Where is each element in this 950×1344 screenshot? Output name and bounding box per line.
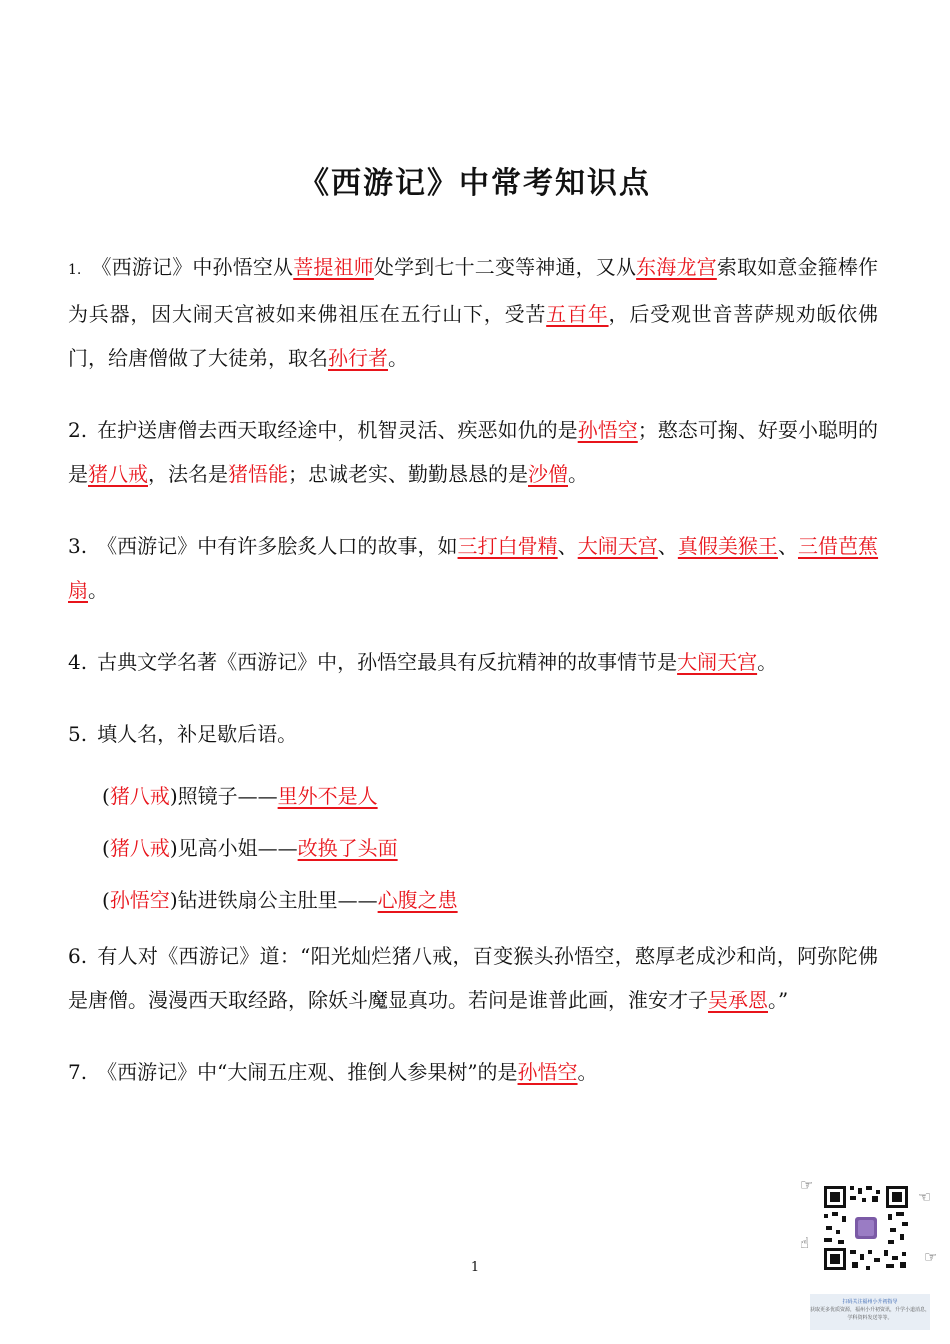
- question-4: [68, 640, 878, 684]
- xiehouyu-item: (猪八戒)照镜子——里外不是人: [102, 784, 378, 808]
- text: 填人名，补足歇后语。: [97, 722, 298, 746]
- answer: 吴承恩: [708, 988, 768, 1012]
- answer-plain: 猪悟能: [228, 462, 288, 486]
- separator: 、: [557, 534, 578, 558]
- pointing-hand-icon: ☞: [924, 1248, 938, 1266]
- text: ；憨态可掬、好耍小聪明的是: [68, 418, 879, 486]
- text: 。”: [768, 988, 789, 1012]
- question-number: 3.: [68, 534, 88, 558]
- answer: 猪八戒: [88, 462, 148, 486]
- question-1: [68, 245, 878, 380]
- question-5: [68, 712, 878, 756]
- text: 《西游记》中孙悟空从: [91, 255, 294, 279]
- question-3: [68, 524, 878, 612]
- separator: 、: [657, 534, 678, 558]
- text: 照镜子——: [177, 784, 278, 808]
- blank-name: 猪八戒: [109, 836, 170, 860]
- answer: 菩提祖师: [293, 255, 374, 279]
- question-2: [68, 408, 878, 496]
- answer: 大闹天宫: [677, 650, 758, 674]
- text: 处学到七十二变等神通，又从: [373, 255, 637, 279]
- answer: 孙悟空: [577, 418, 638, 442]
- question-7: [68, 1050, 878, 1094]
- text: 。: [568, 462, 588, 486]
- page-title: 《西游记》中常考知识点: [299, 166, 651, 201]
- pointing-hand-icon: ☞: [800, 1176, 814, 1194]
- pointing-hand-icon: ☝: [800, 1234, 810, 1252]
- question-number: 7.: [68, 1060, 88, 1084]
- answer: 孙悟空: [517, 1060, 578, 1084]
- question-number: 1.: [68, 262, 82, 278]
- text: 。: [88, 578, 108, 602]
- qr-code-icon[interactable]: [822, 1184, 910, 1272]
- text: ，后受观世音菩萨规劝皈依佛门，给唐僧做了大徒弟，取名: [68, 302, 879, 370]
- question-6: [68, 934, 878, 1022]
- answer: 沙僧: [528, 462, 568, 486]
- answer: 大闹天宫: [577, 534, 658, 558]
- answer: 心腹之患: [377, 888, 458, 912]
- answer: 东海龙宫: [636, 255, 717, 279]
- answer: 孙行者: [328, 346, 388, 370]
- text: 。: [757, 650, 778, 674]
- pointing-hand-icon: ☜: [918, 1188, 932, 1206]
- text: 在护送唐僧去西天取经途中，机智灵活、疾恶如仇的是: [97, 418, 578, 442]
- page-number: 1: [470, 1260, 480, 1275]
- qr-caption: 扫码关注福州小升初指导 获取更多优质资源，福州小升初资讯，升学小道消息，学科资料发送等等。: [810, 1294, 930, 1330]
- text: ；忠诚老实、勤勤恳恳的是: [288, 462, 528, 486]
- text: 钻进铁扇公主肚里——: [177, 888, 378, 912]
- text: 。: [577, 1060, 598, 1084]
- answer: 改换了头面: [297, 836, 398, 860]
- text: 有人对《西游记》道：“阳光灿烂猪八戒，百变猴头孙悟空，憨厚老成沙和尚，阿弥陀佛是唐僧。漫漫西天取经路，除妖斗魔显真功。若问是谁普此画，淮安才子: [68, 944, 878, 1012]
- document-body: [68, 245, 878, 1094]
- answer: 五百年: [546, 302, 609, 326]
- text: 古典文学名著《西游记》中，孙悟空最具有反抗精神的故事情节是: [97, 650, 678, 674]
- qr-code-panel: [800, 1170, 945, 1330]
- xiehouyu-item: (孙悟空)钻进铁扇公主肚里——心腹之患: [102, 888, 458, 912]
- answer: 真假美猴王: [677, 534, 778, 558]
- blank-name: 孙悟空: [109, 888, 170, 912]
- text: ，法名是: [148, 462, 228, 486]
- xiehouyu-item: (猪八戒)见高小姐——改换了头面: [102, 836, 398, 860]
- answer: 三借芭蕉扇: [68, 534, 879, 602]
- text: 《西游记》中“大闹五庄观、推倒人参果树”的是: [97, 1060, 518, 1084]
- question-number: 6.: [68, 944, 88, 968]
- text: 见高小姐——: [177, 836, 298, 860]
- answer: 三打白骨精: [457, 534, 558, 558]
- blank-name: 猪八戒: [109, 784, 170, 808]
- question-number: 4.: [68, 650, 88, 674]
- separator: 、: [777, 534, 798, 558]
- text: 。: [388, 346, 408, 370]
- answer: 里外不是人: [277, 784, 378, 808]
- text: 《西游记》中有许多脍炙人口的故事，如: [97, 534, 458, 558]
- question-number: 5.: [68, 722, 88, 746]
- question-number: 2.: [68, 418, 88, 442]
- text: 索取如意金箍棒作为兵器，因大闹天宫被如来佛祖压在五行山下，受苦: [68, 255, 879, 326]
